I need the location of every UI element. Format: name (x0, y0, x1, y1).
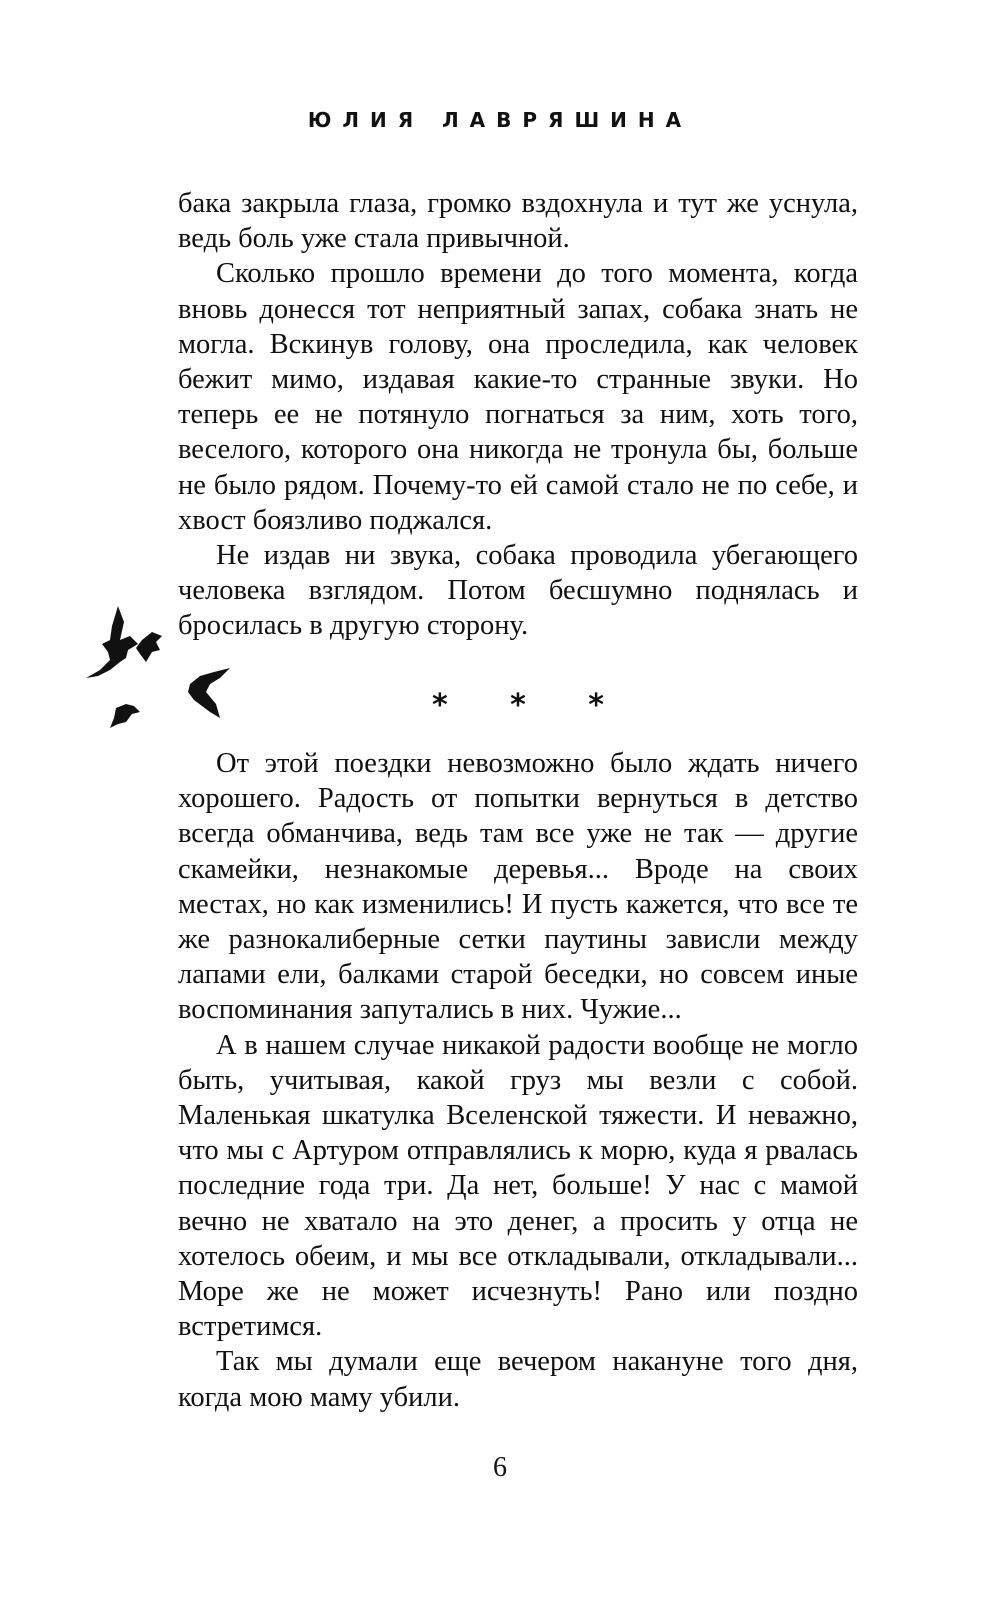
paragraph: Сколько прошло времени до того момента, когда вновь донесся тот неприятный запах, собака знать не могла. Вскинув голову, она проследила, как человек бежит мимо, издавая какие-то странные звуки. Но теперь ее не потянуло погнаться за ним, хоть того, веселого, которого она никогда не тронула бы, больше не было рядом. Почему-то ей самой стало не по себе, и хвост боязливо поджался. (178, 258, 858, 536)
paragraph: А в нашем случае никакой радости вообще не могло быть, учитывая, какой груз мы везли с собой. Маленькая шкатулка Вселенской тяжести. И неважно, что мы с Артуром отправлялись к морю, куда я рвалась последние года три. Да нет, больше! У нас с мамой вечно не хватало на это денег, а просить у отца не хотелось обеим, и мы все откладывали, откладывали... Море же не может исчезнуть! Рано или поздно встретимся. (178, 1029, 858, 1343)
paragraph: бака закрыла глаза, громко вздохнула и тут же уснула, ведь боль уже стала привычной. (178, 188, 858, 255)
paragraph: От этой поездки невозможно было ждать ничего хорошего. Радость от попытки вернуться в детство всегда обманчива, ведь там все уже не так — другие скамейки, незнакомые деревья... Вроде на своих местах, но как изменились! И пусть кажется, что все те же разнокалиберные сетки паутины зависли между лапами ели, балками старой беседки, но совсем иные воспоминания запутались в них. Чужие... (178, 748, 858, 1026)
paragraph: Не издав ни звука, собака проводила убегающего человека взглядом. Потом бесшумно поднялась и бросилась в другую сторону. (178, 540, 858, 642)
running-head: ЮЛИЯ ЛАВРЯШИНА (307, 108, 693, 132)
section-separator: * * * (432, 688, 630, 723)
paragraph: Так мы думали еще вечером накануне того дня, когда мою маму убили. (178, 1346, 858, 1413)
page-number: 6 (493, 1452, 507, 1483)
text-section-2 (178, 746, 858, 1415)
text-section-1 (178, 186, 858, 644)
